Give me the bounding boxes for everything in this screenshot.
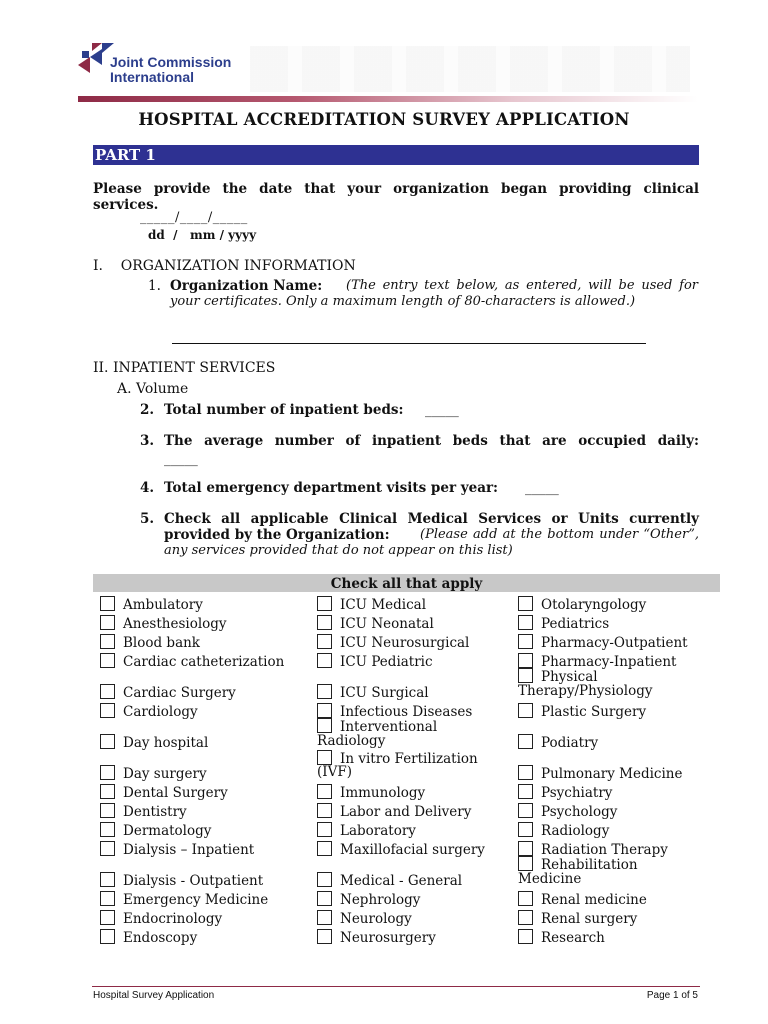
checkbox-icon[interactable] [518, 668, 533, 683]
checkbox-item[interactable]: Pharmacy-Inpatient [518, 653, 676, 670]
checkbox-icon[interactable] [317, 750, 332, 765]
checkbox-item-continuation: Medicine [518, 871, 582, 887]
org-name-input-line[interactable] [172, 343, 646, 344]
checkbox-item[interactable]: Radiation Therapy [518, 841, 668, 858]
checkbox-icon[interactable] [518, 803, 533, 818]
checkbox-item[interactable]: Pediatrics [518, 615, 609, 632]
checkbox-icon[interactable] [100, 872, 115, 887]
q5-note: (Please add at the bottom under “Other”, any services provided that do not appear on this list) [164, 527, 699, 558]
footer-rule [92, 986, 700, 987]
checkbox-icon[interactable] [100, 822, 115, 837]
document-title: HOSPITAL ACCREDITATION SURVEY APPLICATION [138, 110, 630, 129]
checkbox-icon[interactable] [518, 734, 533, 749]
header-band [78, 96, 698, 102]
checkbox-icon[interactable] [317, 634, 332, 649]
checkbox-icon[interactable] [518, 891, 533, 906]
checkbox-item[interactable]: Infectious Diseases [317, 703, 472, 720]
checkbox-icon[interactable] [518, 841, 533, 856]
part-heading: PART 1 [93, 145, 699, 165]
date-blank-field[interactable]: _____/____/_____ [140, 210, 248, 225]
checkbox-item[interactable]: Endoscopy [100, 929, 197, 946]
checkbox-item[interactable]: Otolaryngology [518, 596, 646, 613]
checkbox-icon[interactable] [317, 803, 332, 818]
checkbox-item[interactable]: Nephrology [317, 891, 420, 908]
checkbox-icon[interactable] [317, 929, 332, 944]
checkbox-icon[interactable] [518, 615, 533, 630]
checkbox-icon[interactable] [518, 703, 533, 718]
checkbox-item[interactable]: Neurology [317, 910, 412, 927]
checkbox-icon[interactable] [100, 929, 115, 944]
checkbox-item[interactable]: Interventional [317, 718, 437, 735]
checkbox-item[interactable]: Day hospital [100, 734, 208, 751]
checkbox-icon[interactable] [100, 703, 115, 718]
checkbox-item[interactable]: ICU Medical [317, 596, 426, 613]
checkbox-icon[interactable] [518, 929, 533, 944]
org-name-note: (The entry text below, as entered, will be used for your certificates. Only a maximum length of 80-characters is allowed.) [170, 278, 698, 309]
checkbox-item[interactable]: Pulmonary Medicine [518, 765, 682, 782]
q3-input[interactable]: _____ [164, 451, 198, 467]
q2-label: Total number of inpatient beds: [164, 402, 404, 418]
header-banner-graphic [250, 46, 690, 92]
date-prompt: Please provide the date that your organization began providing clinical services. [93, 181, 699, 213]
checkbox-item[interactable]: ICU Neonatal [317, 615, 434, 632]
checkbox-item[interactable]: Laboratory [317, 822, 416, 839]
checkbox-icon[interactable] [317, 615, 332, 630]
checkbox-item[interactable]: Pharmacy-Outpatient [518, 634, 688, 651]
checkbox-icon[interactable] [317, 872, 332, 887]
checkbox-item-continuation: (IVF) [317, 764, 352, 780]
checkbox-item[interactable]: Cardiac Surgery [100, 684, 236, 701]
checkbox-icon[interactable] [100, 841, 115, 856]
checkbox-item[interactable]: Anesthesiology [100, 615, 227, 632]
checkbox-item[interactable]: Cardiology [100, 703, 198, 720]
checkbox-item[interactable]: Cardiac catheterization [100, 653, 284, 670]
checkbox-item[interactable]: Blood bank [100, 634, 200, 651]
jci-logo [78, 43, 278, 91]
q3-number: 3. [140, 433, 155, 449]
checkbox-item[interactable]: In vitro Fertilization [317, 750, 478, 767]
checkbox-icon[interactable] [518, 596, 533, 611]
checkbox-icon[interactable] [317, 718, 332, 733]
q2-input[interactable]: _____ [425, 402, 459, 418]
item1-number: 1. [148, 278, 161, 294]
checkbox-item[interactable]: ICU Surgical [317, 684, 429, 701]
checkbox-item[interactable]: Research [518, 929, 605, 946]
q4-number: 4. [140, 480, 155, 496]
section1-heading: I. ORGANIZATION INFORMATION [93, 258, 356, 274]
checkbox-icon[interactable] [317, 784, 332, 799]
checkbox-item[interactable]: Labor and Delivery [317, 803, 471, 820]
checkbox-icon[interactable] [518, 910, 533, 925]
checkbox-icon[interactable] [518, 822, 533, 837]
checkbox-item[interactable]: Psychiatry [518, 784, 612, 801]
checkbox-item[interactable]: Renal surgery [518, 910, 637, 927]
checkbox-item-continuation: Therapy/Physiology [518, 683, 653, 699]
q2-number: 2. [140, 402, 155, 418]
checkbox-item[interactable]: Dentistry [100, 803, 187, 820]
q5-label: Check all applicable Clinical Medical Services or Units currently provided by the Organization: [164, 511, 699, 543]
checkbox-icon[interactable] [317, 891, 332, 906]
checkbox-item[interactable]: Emergency Medicine [100, 891, 268, 908]
checkbox-item[interactable]: Radiology [518, 822, 609, 839]
checkbox-icon[interactable] [100, 765, 115, 780]
checkbox-icon[interactable] [100, 891, 115, 906]
checkbox-icon[interactable] [317, 910, 332, 925]
date-format-label: dd / mm / yyyy [148, 228, 257, 242]
checkbox-icon[interactable] [317, 822, 332, 837]
logo-text-line2: International [110, 69, 195, 85]
checkbox-item[interactable]: Renal medicine [518, 891, 647, 908]
q5-number: 5. [140, 511, 155, 527]
checkbox-item[interactable]: Ambulatory [100, 596, 203, 613]
section2-heading: II. INPATIENT SERVICES [93, 360, 276, 376]
checkbox-item[interactable]: Immunology [317, 784, 425, 801]
checkbox-icon[interactable] [518, 856, 533, 871]
checkbox-item[interactable]: Dialysis - Outpatient [100, 872, 263, 889]
q4-label: Total emergency department visits per year: [164, 480, 499, 496]
checkbox-item[interactable]: Plastic Surgery [518, 703, 646, 720]
checkbox-item[interactable]: Maxillofacial surgery [317, 841, 485, 858]
checkbox-item[interactable]: Psychology [518, 803, 617, 820]
checkbox-item[interactable]: Day surgery [100, 765, 207, 782]
checkbox-icon[interactable] [100, 684, 115, 699]
checkbox-icon[interactable] [100, 653, 115, 668]
checkbox-item[interactable]: Neurosurgery [317, 929, 436, 946]
checkbox-item[interactable]: Podiatry [518, 734, 598, 751]
checkbox-icon[interactable] [100, 634, 115, 649]
footer-page-number: Page 1 of 5 [646, 990, 698, 1001]
checkbox-icon[interactable] [100, 596, 115, 611]
checkbox-icon[interactable] [100, 734, 115, 749]
checkbox-icon[interactable] [100, 784, 115, 799]
checkbox-item-continuation: Radiology [317, 733, 386, 749]
checkbox-item[interactable]: Physical [518, 668, 598, 685]
volume-subheading: A. Volume [117, 381, 189, 397]
checkbox-icon[interactable] [100, 803, 115, 818]
checkbox-icon[interactable] [518, 634, 533, 649]
checkbox-item[interactable]: ICU Neurosurgical [317, 634, 469, 651]
checkbox-icon[interactable] [100, 910, 115, 925]
footer-document-name: Hospital Survey Application [93, 990, 215, 1001]
checkbox-icon[interactable] [518, 765, 533, 780]
checklist-header: Check all that apply [93, 574, 720, 592]
checkbox-item[interactable]: ICU Pediatric [317, 653, 433, 670]
checkbox-icon[interactable] [100, 615, 115, 630]
checkbox-icon[interactable] [317, 684, 332, 699]
checkbox-icon[interactable] [317, 841, 332, 856]
checkbox-icon[interactable] [518, 653, 533, 668]
checkbox-icon[interactable] [317, 596, 332, 611]
checkbox-item[interactable]: Endocrinology [100, 910, 222, 927]
checkbox-item[interactable]: Medical - General [317, 872, 462, 889]
checkbox-item[interactable]: Dialysis – Inpatient [100, 841, 254, 858]
checkbox-item[interactable]: Dermatology [100, 822, 211, 839]
checkbox-icon[interactable] [317, 703, 332, 718]
org-name-label: Organization Name: [170, 278, 323, 294]
q3-label: The average number of inpatient beds that are occupied daily: [164, 433, 699, 449]
checkbox-icon[interactable] [518, 784, 533, 799]
checkbox-item[interactable]: Dental Surgery [100, 784, 228, 801]
q4-input[interactable]: _____ [525, 480, 559, 496]
checkbox-icon[interactable] [317, 653, 332, 668]
logo-text-line1: Joint Commission [110, 54, 232, 70]
checkbox-item[interactable]: Rehabilitation [518, 856, 638, 873]
